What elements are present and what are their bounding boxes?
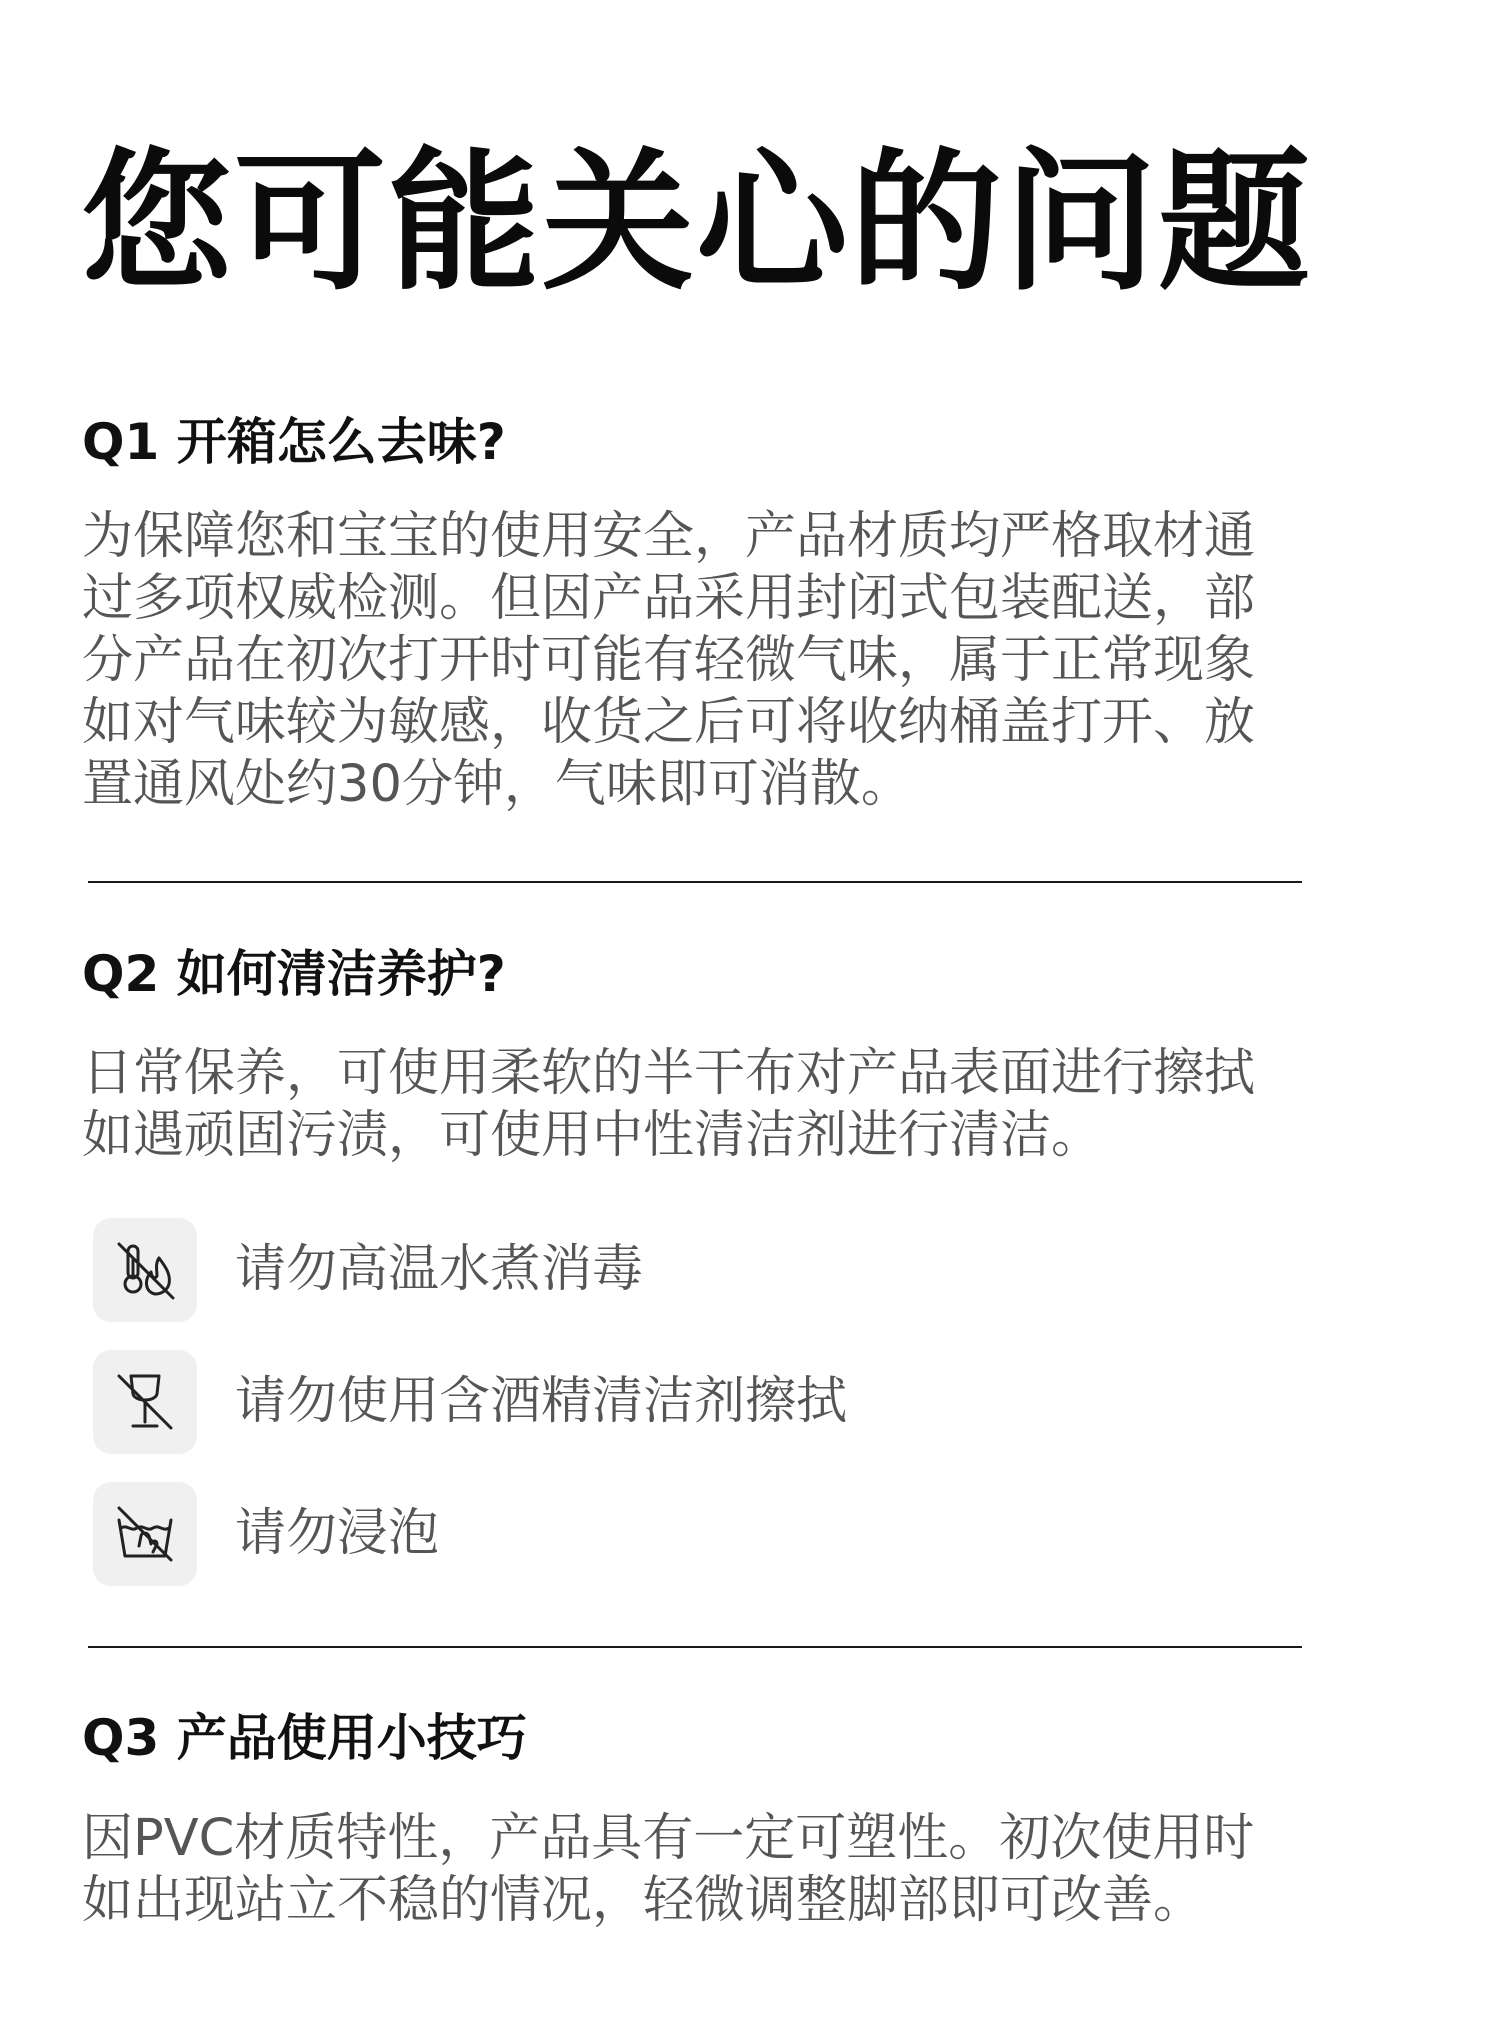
q1-answer — [82, 506, 1322, 816]
no-high-temperature-icon — [93, 1218, 197, 1322]
q1-answer-line: 置通风处约30分钟，气味即可消散。 — [82, 755, 912, 814]
q2-answer-line: 如遇顽固污渍，可使用中性清洁剂进行清洁。 — [82, 1106, 1103, 1165]
q2-answer-line: 日常保养，可使用柔软的半干布对产品表面进行擦拭 — [82, 1044, 1256, 1103]
q1-answer-line: 如对气味较为敏感，收货之后可将收纳桶盖打开、放 — [82, 693, 1256, 752]
q1-answer-line: 为保障您和宝宝的使用安全，产品材质均严格取材通 — [82, 507, 1256, 566]
no-soaking-icon — [93, 1482, 197, 1586]
section-divider — [88, 1646, 1302, 1648]
warning-item — [93, 1218, 993, 1322]
warning-text: 请勿高温水煮消毒 — [235, 1240, 644, 1299]
q1-answer-line: 过多项权威检测。但因产品采用封闭式包装配送，部 — [82, 569, 1256, 628]
section-divider — [88, 881, 1302, 883]
page-title: 您可能关心的问题 — [80, 134, 1312, 311]
warning-text: 请勿浸泡 — [235, 1504, 440, 1563]
q2-answer — [82, 1043, 1322, 1167]
q3-heading: Q3 产品使用小技巧 — [82, 1709, 527, 1767]
q1-answer-line: 分产品在初次打开时可能有轻微气味，属于正常现象 — [82, 631, 1256, 690]
q3-answer-line: 因PVC材质特性，产品具有一定可塑性。初次使用时 — [82, 1809, 1255, 1868]
q1-heading: Q1 开箱怎么去味? — [82, 413, 506, 471]
q2-heading: Q2 如何清洁养护? — [82, 945, 506, 1003]
warning-text: 请勿使用含酒精清洁剂擦拭 — [235, 1372, 848, 1431]
no-alcohol-icon — [93, 1350, 197, 1454]
warning-item — [93, 1350, 993, 1454]
q3-answer-line: 如出现站立不稳的情况，轻微调整脚部即可改善。 — [82, 1871, 1205, 1930]
warning-item — [93, 1482, 993, 1586]
q3-answer — [82, 1808, 1322, 1932]
